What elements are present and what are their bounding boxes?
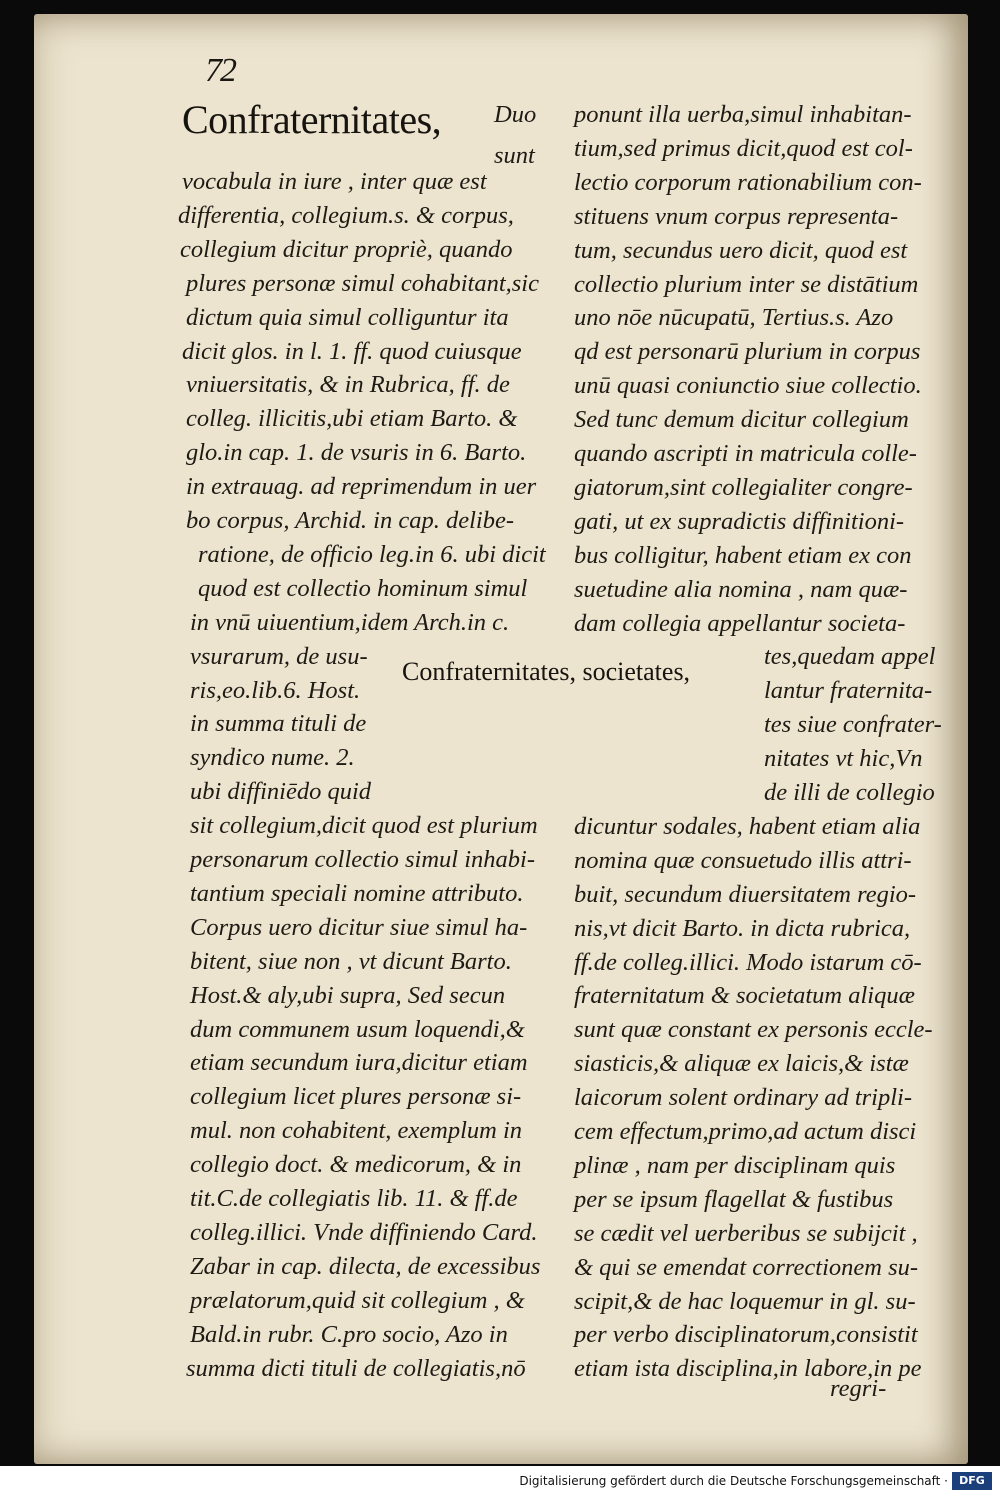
right-text-line: ponunt illa uerba,simul inhabitan-: [574, 101, 912, 128]
right-text-line: scipit,& de hac loquemur in gl. su-: [574, 1287, 916, 1315]
left-text-line: ris,eo.lib.6. Host.: [190, 676, 361, 704]
left-text-line: Host.& aly,ubi supra, Sed secun: [190, 981, 506, 1009]
right-text-line: unū quasi coniunctio siue collectio.: [574, 372, 922, 400]
left-text-line: personarum collectio simul inhabi-: [190, 846, 536, 873]
right-text-line: tium,sed primus dicit,quod est col-: [574, 134, 913, 162]
right-text-line: nis,vt dicit Barto. in dicta rubrica,: [574, 914, 911, 942]
catchword: regri-: [830, 1375, 887, 1402]
left-text-line: dum communem usum loquendi,&: [190, 1015, 525, 1043]
right-text-line: buit, secundum diuersitatem regio-: [574, 880, 917, 908]
right-text-line: suetudine alia nomina , nam quæ-: [574, 575, 908, 603]
right-text-line: tes,quedam appel: [764, 643, 936, 671]
right-text-line: per se ipsum flagellat & fustibus: [574, 1185, 894, 1213]
left-text-line: glo.in cap. 1. de vsuris in 6. Barto.: [186, 439, 527, 467]
left-text-line: prælatorum,quid sit collegium , &: [190, 1286, 525, 1314]
right-text-line: laicorum solent ordinary ad tripli-: [574, 1084, 912, 1112]
left-text-line: in summa tituli de: [190, 710, 367, 738]
left-text-line: tit.C.de collegiatis lib. 11. & ff.de: [190, 1185, 518, 1212]
left-text-line: ratione, de officio leg.in 6. ubi dicit: [198, 540, 546, 568]
right-text-line: stituens vnum corpus representa-: [574, 202, 899, 230]
dfg-logo-icon: DFG: [952, 1472, 992, 1490]
left-text-line: vocabula in iure , inter quæ est: [182, 168, 487, 195]
right-text-line: cem effectum,primo,ad actum disci: [574, 1118, 917, 1145]
right-text-line: per verbo disciplinatorum,consistit: [574, 1321, 918, 1349]
right-text-line: quando ascripti in matricula colle-: [574, 440, 917, 467]
footer-credit: Digitalisierung gefördert durch die Deutsche Forschungsgemeinschaft ·: [519, 1474, 948, 1488]
left-text-line: Bald.in rubr. C.pro socio, Azo in: [190, 1320, 508, 1348]
left-text-line: ubi diffiniēdo quid: [190, 778, 372, 806]
left-text-line: bitent, siue non , vt dicunt Barto.: [190, 947, 512, 975]
right-text-line: Sed tunc demum dicitur collegium: [574, 406, 909, 434]
right-text-line: se cædit vel uerberibus se subijcit ,: [574, 1219, 918, 1247]
left-text-line: in extrauag. ad reprimendum in uer: [186, 473, 537, 501]
middle-heading: Confraternitates, societates,: [402, 657, 691, 686]
right-text-line: uno nōe nūcupatū, Tertius.s. Azo: [574, 304, 894, 332]
right-text-line: & qui se emendat correctionem su-: [574, 1253, 919, 1281]
left-text-line: dicit glos. in l. 1. ff. quod cuiusque: [182, 337, 522, 365]
left-text-line: plures personæ simul cohabitant,sic: [186, 269, 539, 297]
left-text-line: sunt: [494, 142, 535, 169]
left-text-line: vniuersitatis, & in Rubrica, ff. de: [186, 371, 510, 399]
left-text-line: differentia, collegium.s. & corpus,: [178, 201, 514, 229]
right-text-line: bus colligitur, habent etiam ex con: [574, 541, 912, 569]
left-text-line: in vnū uiuentium,idem Arch.in c.: [190, 608, 510, 636]
footer-bar: [0, 1466, 1000, 1498]
right-text-line: collectio plurium inter se distātium: [574, 270, 919, 298]
right-text-line: sunt quæ constant ex personis eccle-: [574, 1016, 933, 1044]
right-text-line: tum, secundus uero dicit, quod est: [574, 236, 908, 264]
right-text-line: etiam ista disciplina,in labore,in pe: [574, 1355, 922, 1383]
right-text-line: dicuntur sodales, habent etiam alia: [574, 812, 921, 840]
left-text-line: vsurarum, de usu-: [190, 642, 368, 670]
left-text-line: collegium licet plures personæ si-: [190, 1083, 522, 1111]
right-text-line: siasticis,& aliquæ ex laicis,& istæ: [574, 1050, 909, 1078]
left-text-line: bo corpus, Archid. in cap. delibe-: [186, 507, 514, 534]
left-text-line: summa dicti tituli de collegiatis,nō: [186, 1354, 526, 1382]
right-text-line: fraternitatum & societatum aliquæ: [574, 982, 915, 1010]
left-text-line: colleg.illici. Vnde diffiniendo Card.: [190, 1218, 538, 1246]
right-text-line: nitates vt hic,Vn: [764, 745, 923, 773]
left-text-line: colleg. illicitis,ubi etiam Barto. &: [186, 405, 518, 433]
left-text-line: Zabar in cap. dilecta, de excessibus: [190, 1252, 541, 1280]
left-text-line: Duo: [494, 101, 537, 128]
right-text-line: de illi de collegio: [764, 779, 935, 806]
right-text-line: tes siue confrater-: [764, 711, 942, 739]
page-number: 72: [205, 52, 235, 89]
left-text-line: sit collegium,dicit quod est plurium: [190, 812, 538, 840]
left-text-line: mul. non cohabitent, exemplum in: [190, 1117, 523, 1145]
right-text-line: plinæ , nam per disciplinam quis: [574, 1151, 896, 1179]
right-text-line: gati, ut ex supradictis diffinitioni-: [574, 507, 905, 535]
left-text-line: collegium dicitur propriè, quando: [180, 235, 513, 263]
left-text-line: syndico nume. 2.: [190, 744, 355, 772]
right-text-line: dam collegia appellantur societa-: [574, 609, 906, 637]
right-text-line: nomina quæ consuetudo illis attri-: [574, 846, 912, 874]
right-text-line: giatorum,sint collegialiter congre-: [574, 473, 913, 501]
right-text-line: ff.de colleg.illici. Modo istarum cō-: [574, 948, 922, 976]
section-heading: Confraternitates,: [182, 97, 442, 142]
left-text-line: collegio doct. & medicorum, & in: [190, 1151, 522, 1179]
left-text-line: Corpus uero dicitur siue simul ha-: [190, 913, 528, 941]
left-text-line: quod est collectio hominum simul: [198, 574, 528, 602]
left-text-line: etiam secundum iura,dicitur etiam: [190, 1049, 528, 1077]
right-text-line: lectio corporum rationabilium con-: [574, 168, 922, 196]
right-text-line: lantur fraternita-: [764, 677, 933, 705]
left-text-line: dictum quia simul colliguntur ita: [186, 303, 509, 331]
left-text-line: tantium speciali nomine attributo.: [190, 879, 524, 907]
right-text-line: qd est personarū plurium in corpus: [574, 338, 921, 366]
